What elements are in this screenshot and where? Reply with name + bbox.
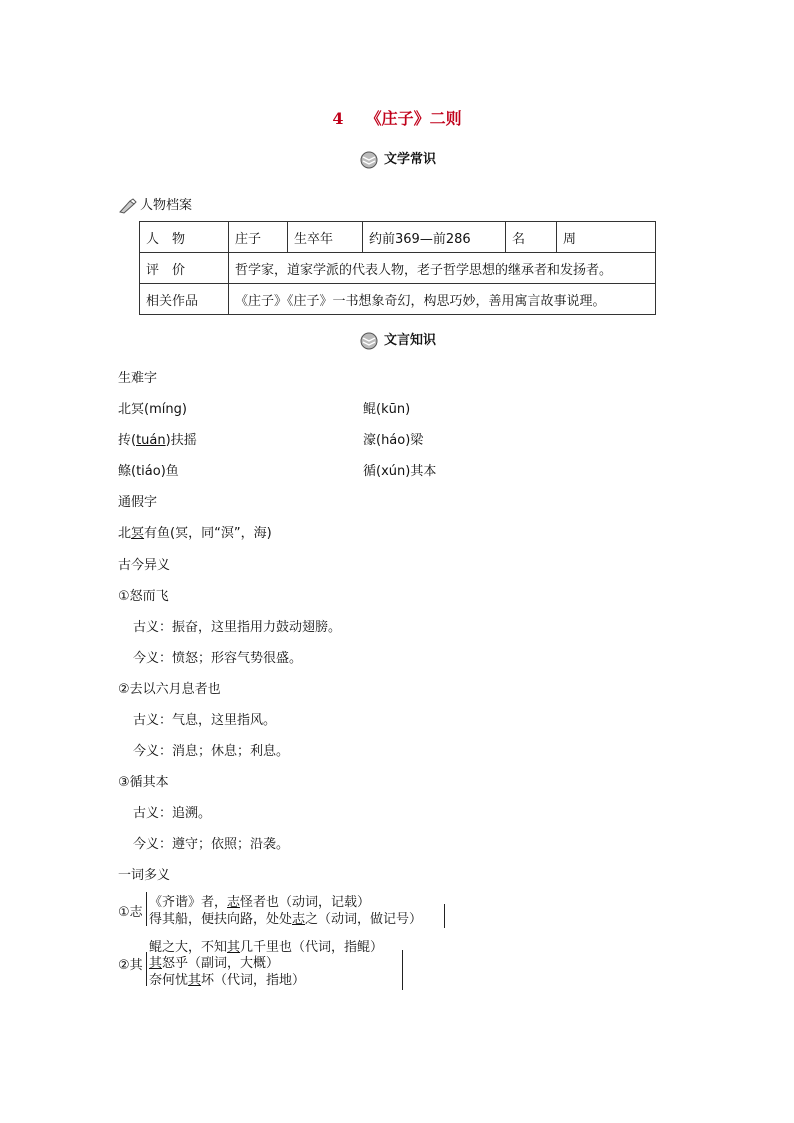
duoyi-qi-line3 [149, 969, 305, 988]
underlined-text: 其 [188, 973, 202, 988]
book-badge-icon [358, 332, 380, 350]
table-row [140, 222, 656, 253]
gujin-modern: 今义：愤怒；形容气势很盛。 [133, 651, 303, 666]
right-brace [402, 950, 403, 990]
table-cell: 生卒年 [288, 222, 363, 253]
gujin-modern: 今义：消息；休息；利息。 [133, 744, 290, 759]
profile-table [139, 221, 656, 315]
duoyi-zhi-label: ①志 [118, 905, 143, 920]
underlined-text: 其 [227, 940, 241, 955]
lesson-title-text: 《庄子》二则 [365, 109, 462, 128]
table-cell: 《庄子》《庄子》一书想象奇幻，构思巧妙，善用寓言故事说理。 [229, 284, 656, 315]
text-fragment: 奈何忧 [149, 973, 189, 988]
gujin-entry-head: ②去以六月息者也 [118, 682, 221, 697]
section-literature-label: 文学常识 [383, 152, 436, 167]
list-item [118, 429, 197, 448]
underlined-text: 冥 [131, 526, 145, 541]
table-cell: 评 价 [140, 253, 229, 284]
text-fragment: 怒乎（副词，大概） [162, 956, 280, 971]
profile-heading-label: 人物档案 [140, 198, 193, 213]
list-item: 鲦(tiáo)鱼 [118, 464, 179, 479]
gujin-heading: 古今异义 [118, 558, 171, 573]
gujin-ancient: 古义：追溯。 [133, 806, 212, 821]
profile-heading [118, 194, 192, 214]
lesson-number: 4 [332, 109, 344, 128]
text-fragment: )扶摇 [165, 433, 197, 448]
text-fragment: 有鱼(冥，同“溟”，海) [144, 526, 272, 541]
list-item: 北冥(míng) [118, 402, 187, 417]
tongjia-heading: 通假字 [118, 495, 158, 510]
rare-chars-heading: 生难字 [118, 371, 158, 386]
list-item: 循(xún)其本 [363, 464, 437, 479]
tongjia-item [118, 522, 272, 541]
text-fragment: 几千里也（代词，指鲲） [240, 940, 384, 955]
book-badge-icon [358, 151, 380, 169]
table-cell: 名 [506, 222, 557, 253]
table-cell: 庄子 [229, 222, 288, 253]
text-fragment: 北 [118, 526, 132, 541]
table-cell: 人 物 [140, 222, 229, 253]
left-brace [146, 952, 147, 986]
text-fragment: 鲲之大，不知 [149, 940, 228, 955]
section-literature [0, 148, 794, 169]
right-brace [444, 904, 445, 928]
text-fragment: 得其船，便扶向路，处处 [149, 912, 293, 927]
text-fragment: 《齐谐》者， [149, 895, 228, 910]
section-classical-label: 文言知识 [383, 333, 436, 348]
duoyi-qi-label: ②其 [118, 958, 143, 973]
list-item: 鲲(kūn) [363, 402, 411, 417]
gujin-entry-head: ③循其本 [118, 775, 169, 790]
table-row [140, 284, 656, 315]
lesson-title [0, 106, 794, 129]
table-cell: 周 [557, 222, 656, 253]
table-cell: 哲学家，道家学派的代表人物，老子哲学思想的继承者和发扬者。 [229, 253, 656, 284]
text-fragment: 之（动词，做记号） [305, 912, 423, 927]
underlined-text: 志 [227, 895, 241, 910]
gujin-entry-head: ①怒而飞 [118, 589, 169, 604]
gujin-modern: 今义：遵守；依照；沿袭。 [133, 837, 290, 852]
section-classical [0, 329, 794, 350]
table-cell: 约前369—前286 [363, 222, 506, 253]
text-fragment: 抟( [118, 433, 137, 448]
table-row [140, 253, 656, 284]
text-fragment: 坏（代词，指地） [201, 973, 306, 988]
duoyi-zhi-line2 [149, 908, 422, 927]
underlined-text: 志 [292, 912, 306, 927]
list-item: 濠(háo)梁 [363, 433, 424, 448]
table-cell: 相关作品 [140, 284, 229, 315]
pen-icon [118, 198, 138, 214]
gujin-ancient: 古义：气息，这里指风。 [133, 713, 277, 728]
left-brace [146, 892, 147, 926]
duoyi-heading: 一词多义 [118, 868, 171, 883]
text-fragment: 怪者也（动词，记载） [240, 895, 371, 910]
underlined-text: 其 [149, 956, 163, 971]
underlined-text: tuán [136, 433, 166, 448]
gujin-ancient: 古义：振奋，这里指用力鼓动翅膀。 [133, 620, 342, 635]
